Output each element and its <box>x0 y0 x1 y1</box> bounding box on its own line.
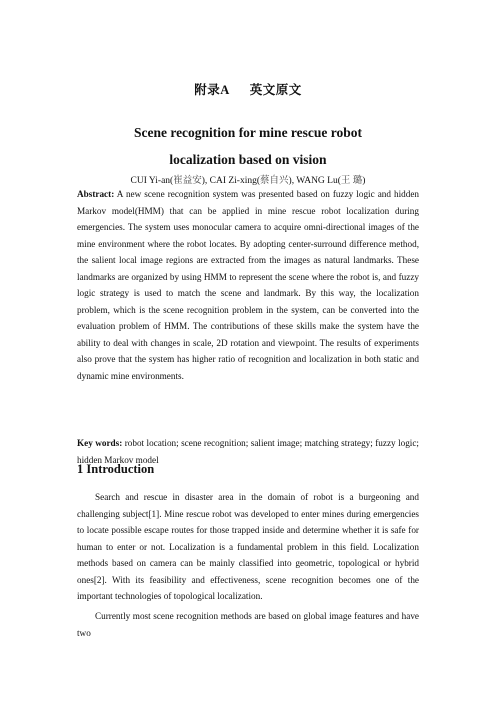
author-list-end: ) <box>362 176 366 186</box>
author-2-en: ), CAI Zi-xing( <box>201 176 261 186</box>
author-3-cn: 王 璐 <box>340 176 363 186</box>
abstract-label: Abstract: <box>77 189 115 199</box>
author-list <box>0 172 496 186</box>
author-3-en: ), WANG Lu( <box>288 176 341 186</box>
keywords-label: Key words: <box>77 438 123 448</box>
abstract <box>77 186 419 384</box>
appendix-heading <box>0 80 496 98</box>
appendix-label: 附录A <box>194 83 230 97</box>
author-2-cn: 蔡自兴 <box>260 176 289 186</box>
introduction-paragraph-2: Currently most scene recognition methods are based on global image features and have two <box>77 611 419 638</box>
paper-title-line-2: localization based on vision <box>169 152 327 167</box>
appendix-subtitle: 英文原文 <box>249 83 302 97</box>
author-1-cn: 崔益安 <box>173 176 202 186</box>
abstract-text: A new scene recognition system was presented based on fuzzy logic and hidden Markov model(HMM) that can be applied in mine rescue robot localization during emergencies. The system uses monocular camera to acquire omni-directional images of the mine environment where the robot locates. By adopting center-surround difference method, the salient local image regions are extracted from the images as natural landmarks. These landmarks are organized by using HMM to represent the scene where the robot is, and fuzzy logic strategy is used to match the scene and landmark. By this way, the localization problem, which is the scene recognition problem in the system, can be converted into the evaluation problem of HMM. The contributions of these skills make the system have the ability to deal with changes in scale, 2D rotation and viewpoint. The results of experiments also prove that the system has higher ratio of recognition and localization in both static and dynamic mine environments. <box>77 189 419 381</box>
section-heading-introduction: 1 Introduction <box>77 462 155 476</box>
paper-title-line-1: Scene recognition for mine rescue robot <box>133 125 363 140</box>
author-1-en: CUI Yi-an( <box>130 176 174 186</box>
keywords-text: robot location; scene recognition; salient image; matching strategy; fuzzy logic; hidden Markov model <box>77 438 419 465</box>
introduction-paragraph-1: Search and rescue in disaster area in the domain of robot is a burgeoning and challenging subject[1]. Mine rescue robot was developed to enter mines during emergencies to locate possible escape routes for those trapped inside and determine whether it is safe for human to enter or not. Localization is a fundamental problem in this field. Localization methods based on camera can be mainly classified into geometric, topological or hybrid ones[2]. With its feasibility and effectiveness, scene recognition becomes one of the important technologies of topological localization. <box>77 492 419 601</box>
